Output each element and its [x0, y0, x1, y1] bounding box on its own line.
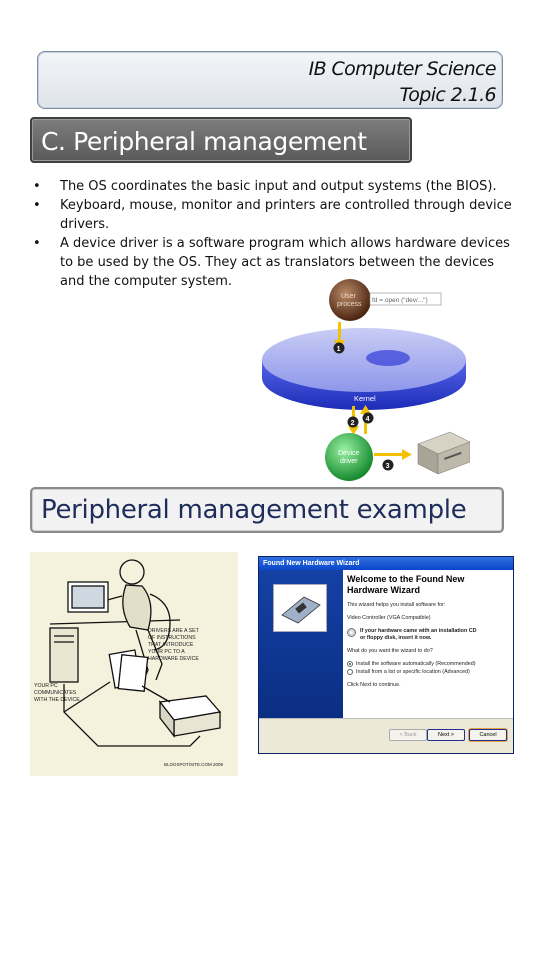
- hardware-card-icon: [273, 584, 327, 632]
- wizard-title-bar: Found New Hardware Wizard: [259, 557, 513, 570]
- option-install-automatically[interactable]: [347, 660, 511, 668]
- back-button[interactable]: < Back: [389, 729, 427, 741]
- wizard-cd-text: [360, 628, 477, 642]
- cancel-button[interactable]: Cancel: [469, 729, 507, 741]
- step-1-label: 1: [336, 346, 341, 353]
- bullet-marker: •: [33, 198, 41, 213]
- monitor-screen: [72, 586, 104, 608]
- hardware-device-icon: [418, 432, 470, 474]
- pc-caption-line: COMMUNICATES: [34, 690, 77, 696]
- section-heading: C. Peripheral management: [41, 127, 367, 156]
- drivers-caption-line: HARDWARE DEVICE: [148, 656, 199, 662]
- pc-caption-line: WITH THE DEVICE: [34, 697, 80, 703]
- wizard-cd-text-line1: If your hardware came with an installation CD: [360, 628, 477, 634]
- bullet-text: Keyboard, mouse, monitor and printers are controlled through device drivers.: [60, 198, 512, 232]
- wizard-cd-text-line2: or floppy disk, insert it now.: [360, 635, 432, 641]
- system-call-text: fd = open ("dev/..."): [372, 297, 428, 304]
- bullet-marker: •: [33, 179, 41, 194]
- user-process-label-line1: User: [341, 293, 356, 300]
- pc-caption-line: YOUR PC: [34, 683, 58, 689]
- option-list-label: Install from a list or specific location (Advanced): [356, 669, 470, 675]
- kernel-shadow: [366, 350, 410, 366]
- driver-cartoon-illustration: [30, 552, 238, 776]
- radio-unselected-icon[interactable]: [347, 669, 353, 675]
- wizard-options: [347, 660, 511, 676]
- device-driver-label-line1: Device: [338, 450, 360, 457]
- kernel-label: Kernel: [354, 394, 376, 403]
- device-driver-label-line2: driver: [340, 458, 358, 465]
- user-process-sphere: [329, 279, 371, 321]
- topic-number: Topic 2.1.6: [399, 84, 496, 106]
- step-2-label: 2: [350, 420, 355, 427]
- arrow-3-head: [402, 449, 412, 460]
- option-install-from-list[interactable]: [347, 668, 511, 676]
- wizard-continue-text: Click Next to continue.: [347, 682, 401, 688]
- wizard-heading-line1: Welcome to the Found New: [347, 574, 465, 584]
- device-driver-sphere: [325, 433, 373, 481]
- device-driver-diagram: [258, 276, 470, 482]
- drivers-caption-line: OF INSTRUCTIONS: [148, 635, 196, 641]
- drivers-caption-line: YOUR PC TO A: [148, 649, 185, 655]
- radio-selected-icon[interactable]: [347, 661, 353, 667]
- bullet-item: [33, 196, 513, 234]
- drivers-caption-line: DRIVERS ARE A SET: [148, 628, 199, 634]
- arrow-3: [374, 453, 404, 456]
- drivers-caption-line: THAT INTRODUCE: [148, 642, 194, 648]
- section-heading-box: [30, 117, 412, 163]
- hardware-card-graphic: [274, 585, 328, 633]
- example-heading-box: [30, 487, 504, 533]
- bullet-item: [33, 177, 513, 196]
- cd-icon: [347, 628, 356, 637]
- next-button[interactable]: Next >: [427, 729, 465, 741]
- wizard-heading-line2: Hardware Wizard: [347, 585, 420, 595]
- option-auto-label: Install the software automatically (Recommended): [356, 661, 476, 667]
- course-title: IB Computer Science: [308, 58, 496, 80]
- wizard-device-name: Video Controller (VGA Compatible): [347, 615, 431, 621]
- person-head: [120, 560, 144, 584]
- topic-title-box: [37, 51, 503, 109]
- step-3-label: 3: [385, 463, 390, 470]
- bullet-list: [33, 177, 513, 291]
- arrow-1: [338, 322, 341, 342]
- step-4-label: 4: [365, 416, 370, 423]
- wizard-side-panel: [259, 570, 343, 720]
- cartoon-credit: BLOGSPOT/SITE.COM 2009: [164, 762, 224, 767]
- bullet-text: The OS coordinates the basic input and output systems (the BIOS).: [60, 179, 497, 194]
- user-process-label-line2: process: [337, 301, 362, 308]
- wizard-help-text: This wizard helps you install software for:: [347, 602, 446, 608]
- wizard-question: What do you want the wizard to do?: [347, 648, 433, 654]
- wizard-content: [347, 574, 511, 689]
- found-new-hardware-wizard: [258, 556, 514, 754]
- wizard-cd-notice: [347, 628, 511, 642]
- bullet-marker: •: [33, 236, 41, 251]
- wizard-button-bar: [259, 718, 513, 753]
- kernel-disc-top: [262, 328, 466, 392]
- driver-paper: [118, 655, 147, 692]
- example-heading: Peripheral management example: [41, 495, 467, 525]
- bullet-text: A device driver is a software program which allows hardware devices to be used by the OS. They act as translators between the devices and the computer system.: [60, 236, 510, 289]
